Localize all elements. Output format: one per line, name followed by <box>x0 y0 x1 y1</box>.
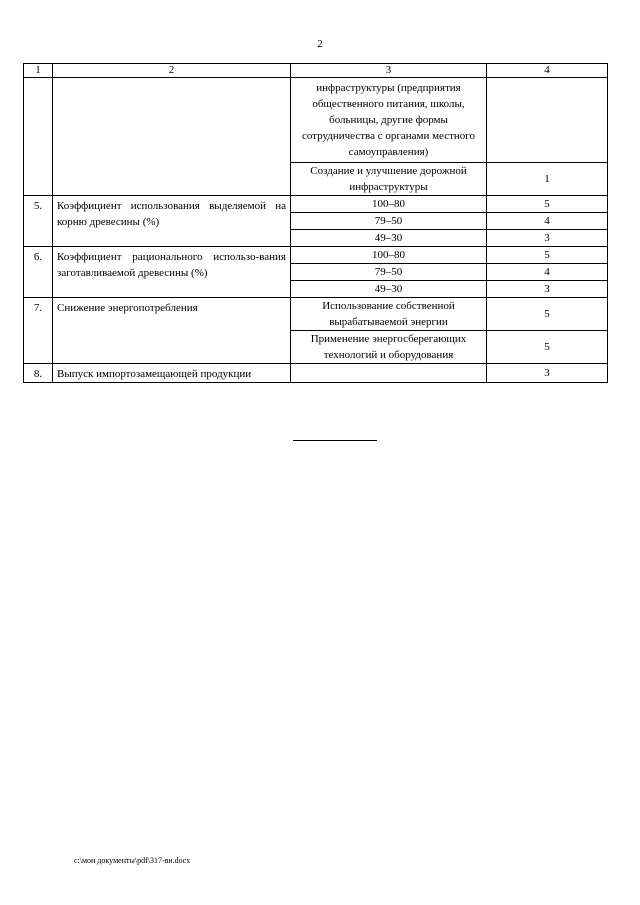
row7-value-1: Использование собственной вырабатываемой энергии <box>291 298 487 331</box>
row6-value-2: 79–50 <box>291 264 487 281</box>
table-row <box>24 364 608 383</box>
row5-value-2: 79–50 <box>291 213 487 230</box>
table-header-row <box>24 64 608 78</box>
row6-value-1: 100–80 <box>291 247 487 264</box>
row8-num: 8. <box>24 364 53 383</box>
row5-criterion: Коэффициент использования выделяемой на корню древесины (%) <box>53 196 291 247</box>
footer-file-path: c:\мои документы\pdf\317-ви.docx <box>74 856 191 865</box>
row6-points-1: 5 <box>487 247 608 264</box>
end-separator-line <box>293 440 377 441</box>
row4-criterion-cell <box>53 78 291 196</box>
row5-points-2: 4 <box>487 213 608 230</box>
infra-points-cell <box>487 78 608 163</box>
infra-text-cell: инфраструктуры (предприятия общественного питания, школы, больницы, другие формы сотрудничества с органами местного самоуправления) <box>291 78 487 163</box>
row7-points-2: 5 <box>487 331 608 364</box>
row8-value <box>291 364 487 383</box>
row5-value-1: 100–80 <box>291 196 487 213</box>
header-col-1: 1 <box>24 64 53 78</box>
row6-value-3: 49–30 <box>291 281 487 298</box>
row7-value-2: Применение энергосберегающих технологий и оборудования <box>291 331 487 364</box>
roads-text-cell: Создание и улучшение дорожной инфраструктуры <box>291 163 487 196</box>
table-row <box>24 298 608 331</box>
row6-points-3: 3 <box>487 281 608 298</box>
row5-points-1: 5 <box>487 196 608 213</box>
table-row <box>24 247 608 264</box>
row7-num: 7. <box>24 298 53 364</box>
table-row <box>24 78 608 163</box>
header-col-4: 4 <box>487 64 608 78</box>
page-number: 2 <box>317 38 323 50</box>
row5-num: 5. <box>24 196 53 247</box>
table-row <box>24 196 608 213</box>
row6-criterion: Коэффициент рационального использо-вания заготавливаемой древесины (%) <box>53 247 291 298</box>
row6-points-2: 4 <box>487 264 608 281</box>
row4-num-cell <box>24 78 53 196</box>
row5-value-3: 49–30 <box>291 230 487 247</box>
row8-criterion: Выпуск импортозамещающей продукции <box>53 364 291 383</box>
header-col-3: 3 <box>291 64 487 78</box>
row7-points-1: 5 <box>487 298 608 331</box>
row5-points-3: 3 <box>487 230 608 247</box>
row8-points: 3 <box>487 364 608 383</box>
criteria-table <box>23 63 608 383</box>
header-col-2: 2 <box>53 64 291 78</box>
row6-num: 6. <box>24 247 53 298</box>
roads-points-cell: 1 <box>487 163 608 196</box>
row7-criterion: Снижение энергопотребления <box>53 298 291 364</box>
